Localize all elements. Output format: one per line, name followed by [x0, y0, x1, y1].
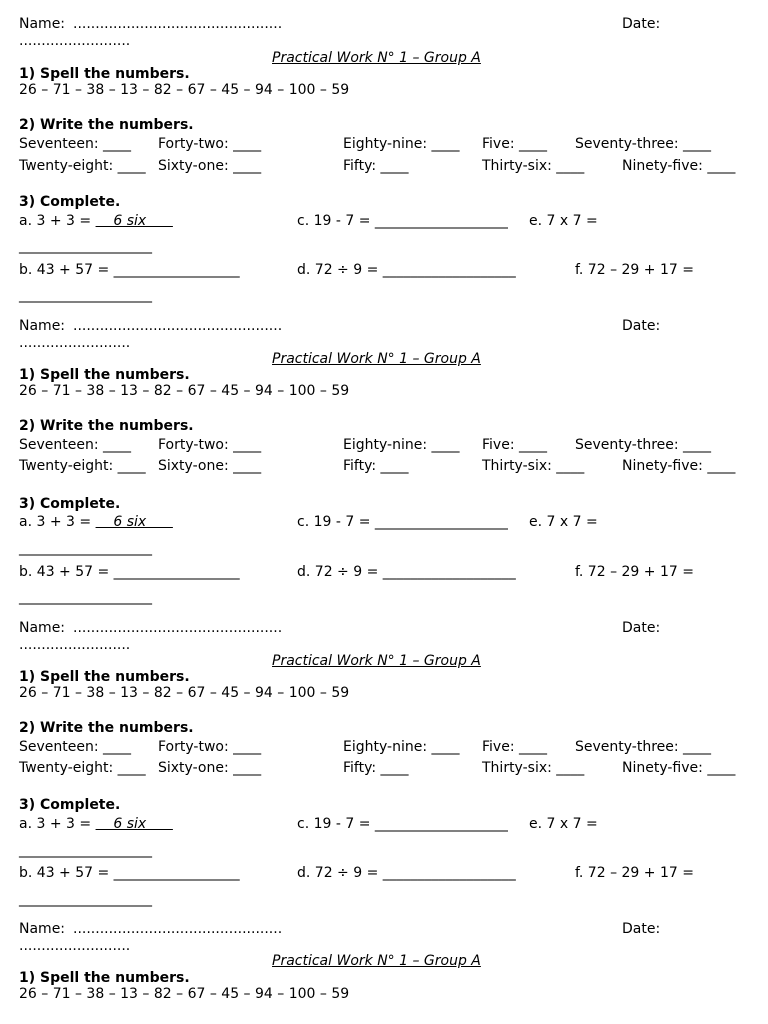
date-label: Date:	[622, 16, 661, 32]
q2-heading: 2) Write the numbers.	[19, 720, 194, 736]
q2-item: Fifty: ____	[343, 458, 409, 474]
q3-f-blank: ___________________	[19, 287, 152, 303]
q2-item: Five: ____	[482, 739, 547, 755]
date-label: Date:	[622, 921, 661, 937]
q3-f-blank: ___________________	[19, 891, 152, 907]
q3-heading: 3) Complete.	[19, 194, 121, 210]
q3-e: e. 7 x 7 =	[529, 514, 598, 530]
name-label: Name:	[19, 16, 66, 32]
date-label: Date:	[622, 318, 661, 334]
q3-a-answer: 6 six	[95, 514, 173, 530]
q3-e: e. 7 x 7 =	[529, 816, 598, 832]
q1-heading: 1) Spell the numbers.	[19, 367, 190, 383]
q2-item: Forty-two: ____	[158, 437, 262, 453]
q3-a-prefix: a. 3 + 3 =	[19, 816, 96, 832]
name-field: ...............................................	[73, 318, 283, 334]
q3-e: e. 7 x 7 =	[529, 213, 598, 229]
q3-f-blank: ___________________	[19, 589, 152, 605]
q3-c: c. 19 - 7 = ___________________	[297, 816, 508, 832]
q2-item: Ninety-five: ____	[622, 458, 736, 474]
q3-a-answer: 6 six	[95, 213, 173, 229]
q3-f: f. 72 – 29 + 17 =	[575, 564, 694, 580]
q2-item: Eighty-nine: ____	[343, 739, 460, 755]
date-label: Date:	[622, 620, 661, 636]
q1-numbers: 26 – 71 – 38 – 13 – 82 – 67 – 45 – 94 – 100 – 59	[19, 383, 350, 399]
date-field: .........................	[19, 637, 131, 653]
q1-heading: 1) Spell the numbers.	[19, 66, 190, 82]
q3-c: c. 19 - 7 = ___________________	[297, 213, 508, 229]
q2-item: Thirty-six: ____	[482, 458, 585, 474]
q3-a	[19, 213, 173, 229]
q3-b: b. 43 + 57 = __________________	[19, 564, 240, 580]
q2-item: Fifty: ____	[343, 760, 409, 776]
q2-item: Seventy-three: ____	[575, 739, 712, 755]
name-label: Name:	[19, 620, 66, 636]
worksheet-block-2	[0, 302, 768, 604]
q3-heading: 3) Complete.	[19, 797, 121, 813]
q2-item: Seventeen: ____	[19, 437, 132, 453]
worksheet-block-1	[0, 0, 768, 302]
date-field: .........................	[19, 938, 131, 954]
date-field: .........................	[19, 335, 131, 351]
q2-item: Fifty: ____	[343, 158, 409, 174]
q3-b: b. 43 + 57 = __________________	[19, 262, 240, 278]
q3-a	[19, 816, 173, 832]
q2-item: Five: ____	[482, 437, 547, 453]
name-label: Name:	[19, 921, 66, 937]
q3-b: b. 43 + 57 = __________________	[19, 865, 240, 881]
q3-c: c. 19 - 7 = ___________________	[297, 514, 508, 530]
name-label: Name:	[19, 318, 66, 334]
q2-item: Twenty-eight: ____	[19, 158, 146, 174]
q2-item: Ninety-five: ____	[622, 158, 736, 174]
q2-item: Eighty-nine: ____	[343, 437, 460, 453]
worksheet-title: Practical Work N° 1 – Group A	[272, 653, 481, 669]
worksheet-title: Practical Work N° 1 – Group A	[272, 953, 481, 969]
q3-a-prefix: a. 3 + 3 =	[19, 514, 96, 530]
q2-item: Five: ____	[482, 136, 547, 152]
worksheet-block-4	[0, 905, 768, 1024]
worksheet-title: Practical Work N° 1 – Group A	[272, 351, 481, 367]
q2-item: Thirty-six: ____	[482, 158, 585, 174]
q2-item: Seventy-three: ____	[575, 437, 712, 453]
q2-item: Forty-two: ____	[158, 739, 262, 755]
q3-a-prefix: a. 3 + 3 =	[19, 213, 96, 229]
worksheet-block-3	[0, 603, 768, 905]
q3-heading: 3) Complete.	[19, 496, 121, 512]
q1-heading: 1) Spell the numbers.	[19, 669, 190, 685]
q2-item: Ninety-five: ____	[622, 760, 736, 776]
q3-f: f. 72 – 29 + 17 =	[575, 262, 694, 278]
q2-item: Twenty-eight: ____	[19, 760, 146, 776]
q2-item: Sixty-one: ____	[158, 760, 262, 776]
q1-numbers: 26 – 71 – 38 – 13 – 82 – 67 – 45 – 94 – 100 – 59	[19, 685, 350, 701]
q3-e-blank: ___________________	[19, 540, 152, 556]
name-field: ...............................................	[73, 620, 283, 636]
q2-item: Seventeen: ____	[19, 136, 132, 152]
q3-f: f. 72 – 29 + 17 =	[575, 865, 694, 881]
q2-heading: 2) Write the numbers.	[19, 117, 194, 133]
q2-item: Twenty-eight: ____	[19, 458, 146, 474]
q2-item: Seventy-three: ____	[575, 136, 712, 152]
q1-numbers: 26 – 71 – 38 – 13 – 82 – 67 – 45 – 94 – 100 – 59	[19, 82, 350, 98]
q2-item: Sixty-one: ____	[158, 158, 262, 174]
date-field: .........................	[19, 33, 131, 49]
q3-a	[19, 514, 173, 530]
q1-heading: 1) Spell the numbers.	[19, 970, 190, 986]
q2-item: Thirty-six: ____	[482, 760, 585, 776]
q3-e-blank: ___________________	[19, 238, 152, 254]
worksheet-title: Practical Work N° 1 – Group A	[272, 50, 481, 66]
q3-e-blank: ___________________	[19, 842, 152, 858]
q3-a-answer: 6 six	[95, 816, 173, 832]
q2-item: Sixty-one: ____	[158, 458, 262, 474]
q3-d: d. 72 ÷ 9 = ___________________	[297, 564, 516, 580]
q2-item: Seventeen: ____	[19, 739, 132, 755]
q1-numbers: 26 – 71 – 38 – 13 – 82 – 67 – 45 – 94 – 100 – 59	[19, 986, 350, 1002]
name-field: ...............................................	[73, 16, 283, 32]
q3-d: d. 72 ÷ 9 = ___________________	[297, 262, 516, 278]
q2-item: Forty-two: ____	[158, 136, 262, 152]
q2-heading: 2) Write the numbers.	[19, 418, 194, 434]
q2-item: Eighty-nine: ____	[343, 136, 460, 152]
name-field: ...............................................	[73, 921, 283, 937]
q3-d: d. 72 ÷ 9 = ___________________	[297, 865, 516, 881]
